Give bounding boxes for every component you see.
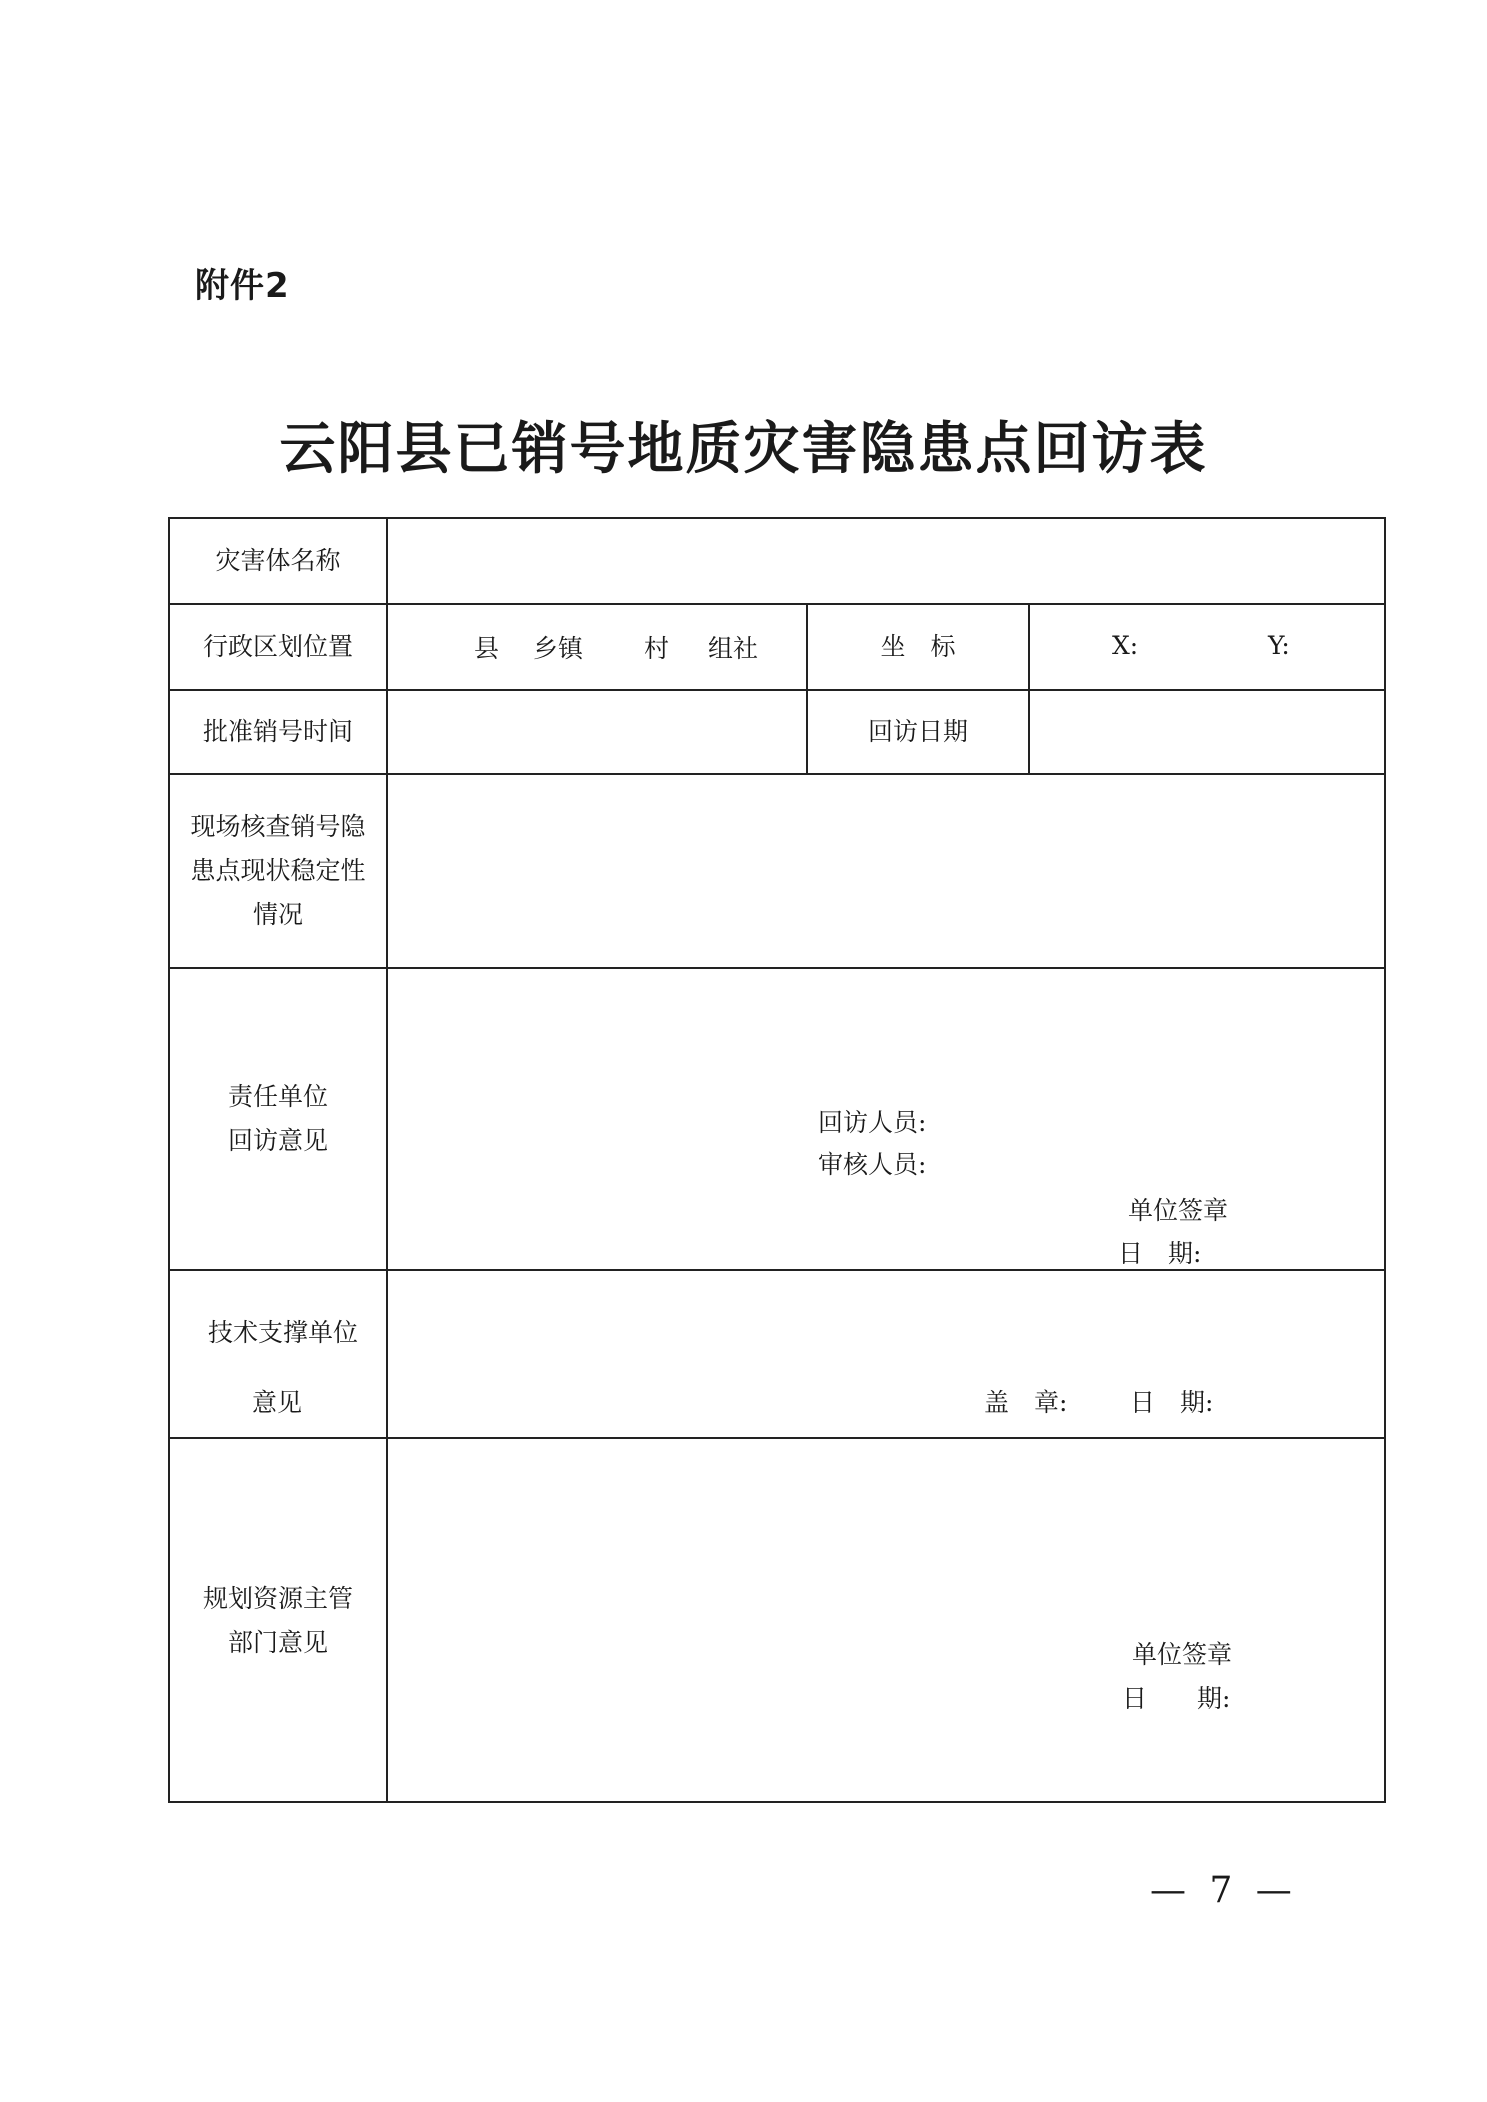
unit-seal-text: 单位签章 bbox=[1128, 1196, 1229, 1225]
tech-support-label-line1: 技术支撑单位 bbox=[208, 1318, 359, 1347]
responsible-unit-label bbox=[170, 969, 386, 1269]
responsible-unit-field[interactable] bbox=[386, 969, 1386, 1269]
tech-date-text: 日 期: bbox=[1130, 1388, 1214, 1417]
planning-dept-field[interactable] bbox=[386, 1439, 1386, 1803]
row-tech-support bbox=[170, 1271, 1384, 1439]
responsible-label-line1: 责任单位 bbox=[227, 1082, 328, 1111]
county-text: 县 bbox=[474, 634, 500, 663]
tech-support-label bbox=[170, 1271, 386, 1437]
row-site-check bbox=[170, 775, 1384, 969]
stamp-text: 盖 章: bbox=[984, 1388, 1068, 1417]
planning-unit-seal-text: 单位签章 bbox=[1132, 1640, 1233, 1669]
planning-date-text: 日 期: bbox=[1122, 1684, 1231, 1713]
tech-support-field[interactable] bbox=[386, 1271, 1386, 1437]
reviewer-text: 审核人员: bbox=[818, 1150, 927, 1179]
document-title: 云阳县已销号地质灾害隐患点回访表 bbox=[279, 417, 1208, 482]
revisit-date-field[interactable] bbox=[1028, 691, 1386, 773]
date-text: 日 期: bbox=[1118, 1239, 1202, 1268]
attachment-label: 附件2 bbox=[195, 266, 290, 306]
row-admin-location bbox=[170, 605, 1384, 691]
revisit-date-label: 回访日期 bbox=[806, 691, 1028, 773]
tech-support-label-line2: 意见 bbox=[252, 1388, 303, 1417]
disaster-name-label: 灾害体名称 bbox=[215, 546, 341, 575]
y-coordinate-label: Y: bbox=[1268, 631, 1290, 660]
admin-location-label: 行政区划位置 bbox=[202, 632, 353, 661]
planning-label-line2: 部门意见 bbox=[227, 1628, 328, 1657]
page-number: — 7 — bbox=[1150, 1870, 1298, 1911]
revisit-form-table bbox=[168, 517, 1386, 1803]
row-responsible-unit bbox=[170, 969, 1384, 1271]
village-text: 村 bbox=[644, 634, 670, 663]
responsible-label-line2: 回访意见 bbox=[227, 1126, 328, 1155]
row-planning-dept bbox=[170, 1439, 1384, 1803]
group-text: 组社 bbox=[708, 634, 759, 663]
x-coordinate-label: X: bbox=[1112, 631, 1139, 660]
coordinates-field[interactable] bbox=[1028, 605, 1386, 689]
site-check-label bbox=[170, 775, 386, 967]
approval-time-field[interactable] bbox=[386, 691, 806, 773]
site-check-label-line2: 患点现状稳定性 bbox=[190, 856, 366, 885]
row-disaster-name bbox=[170, 519, 1384, 605]
coordinates-label: 坐 标 bbox=[806, 605, 1028, 689]
township-text: 乡镇 bbox=[533, 634, 584, 663]
row-approval-time bbox=[170, 691, 1384, 775]
approval-time-label: 批准销号时间 bbox=[202, 717, 353, 746]
site-check-label-line3: 情况 bbox=[252, 900, 303, 929]
disaster-name-field[interactable] bbox=[386, 519, 1386, 603]
planning-dept-label bbox=[170, 1439, 386, 1803]
planning-label-line1: 规划资源主管 bbox=[202, 1584, 353, 1613]
revisit-personnel-text: 回访人员: bbox=[818, 1108, 927, 1137]
site-check-label-line1: 现场核查销号隐 bbox=[190, 812, 366, 841]
admin-location-field[interactable] bbox=[386, 605, 806, 689]
site-check-field[interactable] bbox=[386, 775, 1386, 967]
